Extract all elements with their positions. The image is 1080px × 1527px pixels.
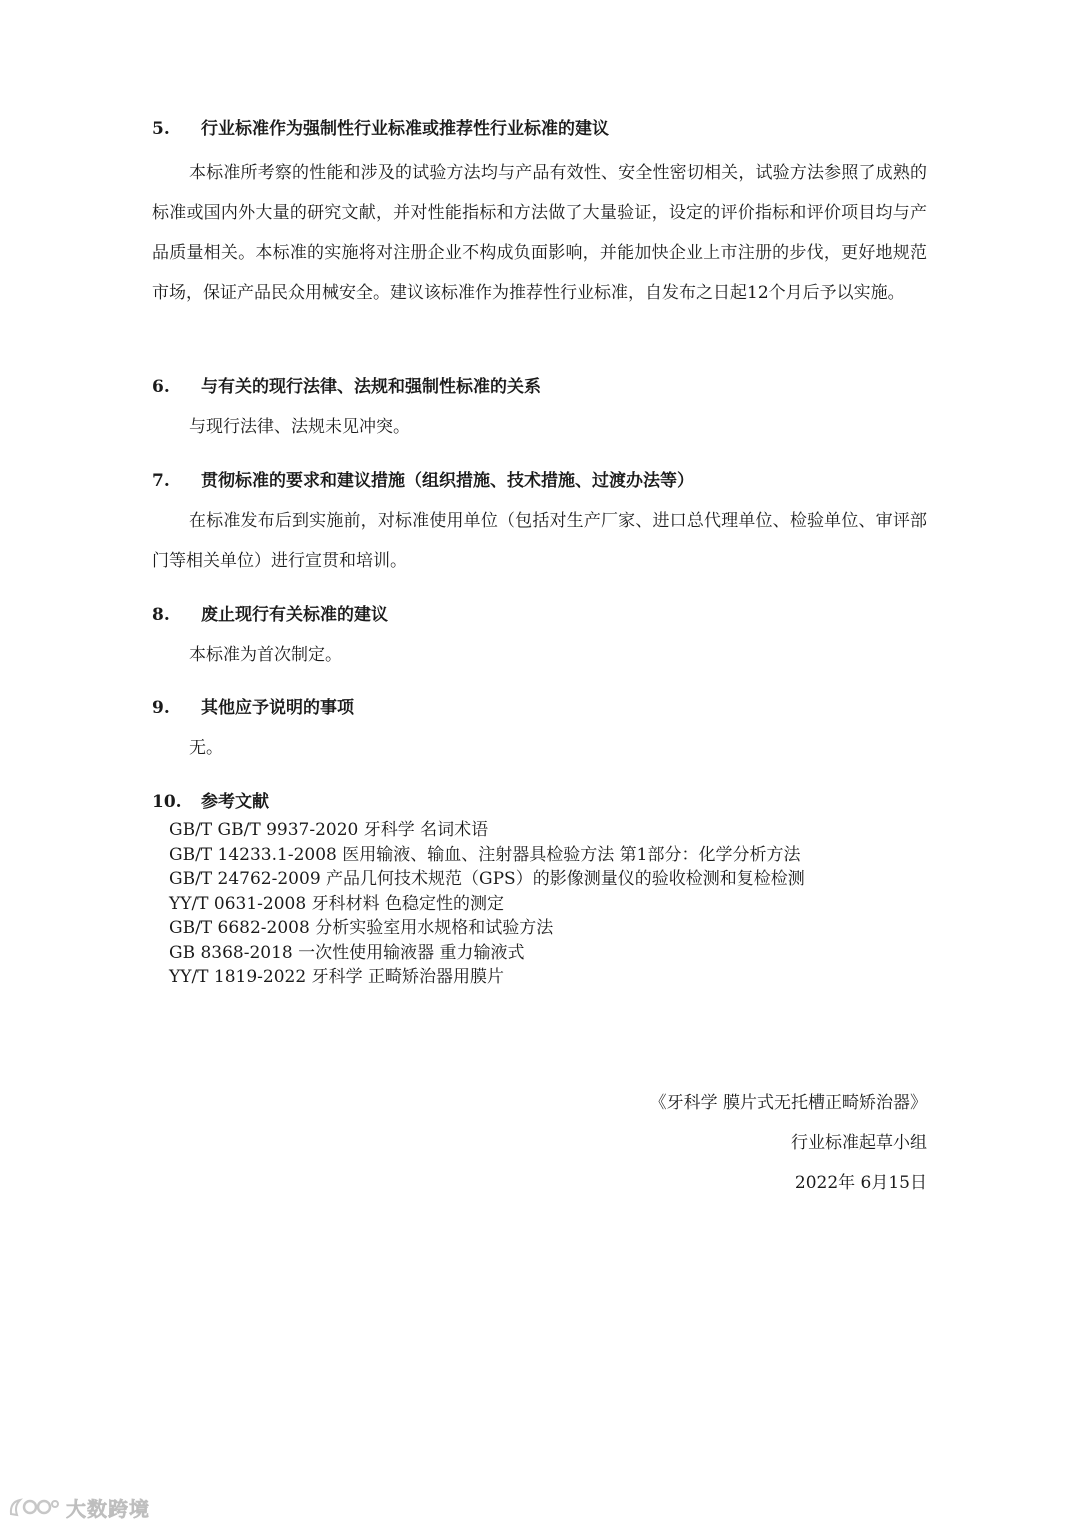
section-heading [152, 694, 927, 722]
section-8 [152, 601, 927, 669]
section-heading [152, 373, 927, 401]
reference-item: YY/T 0631-2008 牙科材料 色稳定性的测定 [169, 893, 504, 914]
section-title: 其他应予说明的事项 [201, 698, 354, 718]
reference-item: GB 8368-2018 一次性使用输液器 重力输液式 [169, 942, 525, 963]
section-body: 无。 [189, 738, 223, 758]
section-6 [152, 373, 927, 441]
section-heading [152, 601, 927, 629]
reference-list [152, 818, 927, 990]
section-number: 7. [152, 471, 170, 491]
section-body: 与现行法律、法规未见冲突。 [189, 417, 410, 437]
section-title: 行业标准作为强制性行业标准或推荐性行业标准的建议 [201, 119, 609, 139]
section-body: 本标准所考察的性能和涉及的试验方法均与产品有效性、安全性密切相关，试验方法参照了成熟的标准或国内外大量的研究文献，并对性能指标和方法做了大量验证，设定的评价指标和评价项目均与产品质量相关。本标准的实施将对注册企业不构成负面影响，并能加快企业上市注册的步伐，更好地规范市场，保证产品民众用械安全。建议该标准作为推荐性行业标准，自发布之日起12个月后予以实施。 [152, 163, 927, 303]
section-title: 废止现行有关标准的建议 [201, 605, 388, 625]
section-title: 与有关的现行法律、法规和强制性标准的关系 [201, 377, 541, 397]
section-body: 在标准发布后到实施前，对标准使用单位（包括对生产厂家、进口总代理单位、检验单位、审评部门等相关单位）进行宣贯和培训。 [152, 511, 927, 571]
reference-item: GB/T 14233.1-2008 医用输液、输血、注射器具检验方法 第1部分：化学分析方法 [169, 844, 801, 865]
section-number: 9. [152, 698, 170, 718]
section-body: 本标准为首次制定。 [189, 645, 342, 665]
reference-item: GB/T 6682-2008 分析实验室用水规格和试验方法 [169, 918, 554, 938]
section-heading [152, 788, 927, 816]
reference-item: GB/T GB/T 9937-2020 牙科学 名词术语 [169, 820, 489, 840]
signature-group: 行业标准起草小组 [791, 1133, 927, 1153]
section-title: 参考文献 [201, 792, 269, 812]
reference-item: GB/T 24762-2009 产品几何技术规范（GPS）的影像测量仪的验收检测和复检检测 [169, 869, 805, 889]
dashuju-logo-icon [8, 1494, 60, 1520]
section-heading [152, 467, 927, 495]
section-number: 10. [152, 792, 182, 812]
signature-document-title: 《牙科学 膜片式无托槽正畸矫治器》 [649, 1093, 927, 1113]
section-number: 6. [152, 377, 170, 397]
signature-date: 2022年 6月15日 [794, 1173, 927, 1193]
section-9 [152, 694, 927, 762]
section-heading [152, 115, 927, 143]
watermark-text: 大数跨境 [66, 1496, 150, 1521]
reference-item: YY/T 1819-2022 牙科学 正畸矫治器用膜片 [169, 967, 504, 987]
section-10 [152, 788, 927, 990]
section-number: 5. [152, 119, 170, 139]
section-7 [152, 467, 927, 581]
section-number: 8. [152, 605, 170, 625]
section-5 [152, 115, 927, 313]
watermark [8, 1492, 150, 1522]
section-title: 贯彻标准的要求和建议措施（组织措施、技术措施、过渡办法等） [201, 471, 694, 491]
signature-block [650, 1083, 927, 1203]
